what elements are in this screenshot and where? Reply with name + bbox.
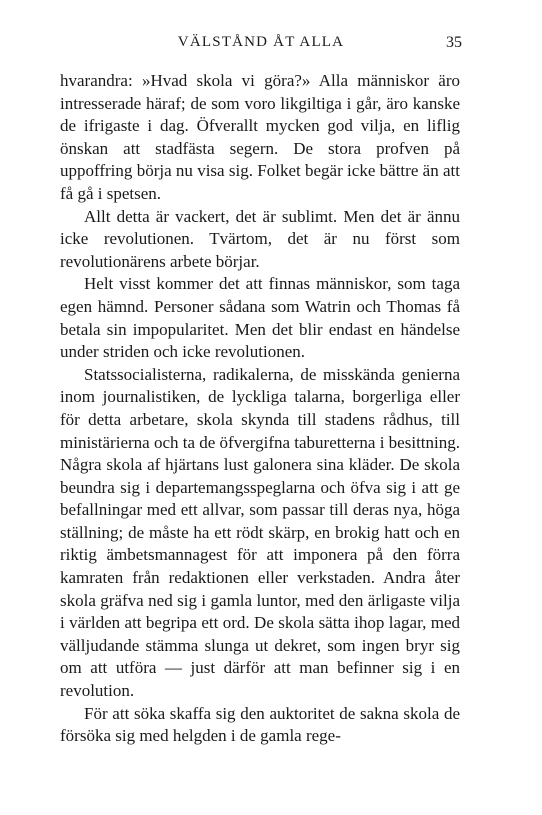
running-title: VÄLSTÅND ÅT ALLA — [177, 34, 345, 50]
body-text — [60, 70, 460, 748]
paragraph: För att söka skaffa sig den auktoritet de sakna skola de försöka sig med helgden i de gamla rege- — [60, 703, 460, 746]
paragraph: Helt visst kommer det att finnas människor, som taga egen hämnd. Personer sådana som Watrin och Thomas få betala sin impopularitet. Men det blir endast en händelse under striden och icke revolutionen. — [60, 274, 460, 362]
running-head — [60, 34, 462, 56]
paragraph: Allt detta är vackert, det är sublimt. Men det är ännu icke revolutionen. Tvärtom, det är nu först som revolutionärens arbete börjar. — [60, 206, 460, 271]
paragraph-continued: hvarandra: »Hvad skola vi göra?» Alla människor äro intresserade häraf; de som voro likgiltiga i går, äro kanske de ifrigaste i dag. Öfverallt mycken god vilja, en liflig önskan att stadfästa segern. De stora profven på uppoffring börja nu visa sig. Folket begär icke bättre än att få gå i spetsen. — [60, 71, 460, 203]
page-number: 35 — [446, 34, 462, 51]
paragraph: Statssocialisterna, radikalerna, de misskända genierna inom journalistiken, de lyckliga talarna, borgerliga eller för detta arbetare, skola skynda till stadens rådhus, till ministärierna och ta de öfvergifna taburetterna i besittning. Några skola af hjärtans lust galonera sina kläder. De skola beundra sig i departemangsspeglarna och öfva sig i att ge befallningar med ett allvar, som passar till deras nya, höga ställning; de måste ha ett rödt skärp, en brokig hatt och en riktig ämbetsmannagest för att imponera på den förra kamraten från redaktionen eller verkstaden. Andra åter skola gräfva ned sig i gamla luntor, med den ärligaste vilja i världen att begripa ett ord. De skola sätta ihop lagar, med välljudande stämma slunga ut dekret, som ingen bryr sig om att utföra — just därför att man befinner sig i en revolution. — [60, 364, 460, 701]
